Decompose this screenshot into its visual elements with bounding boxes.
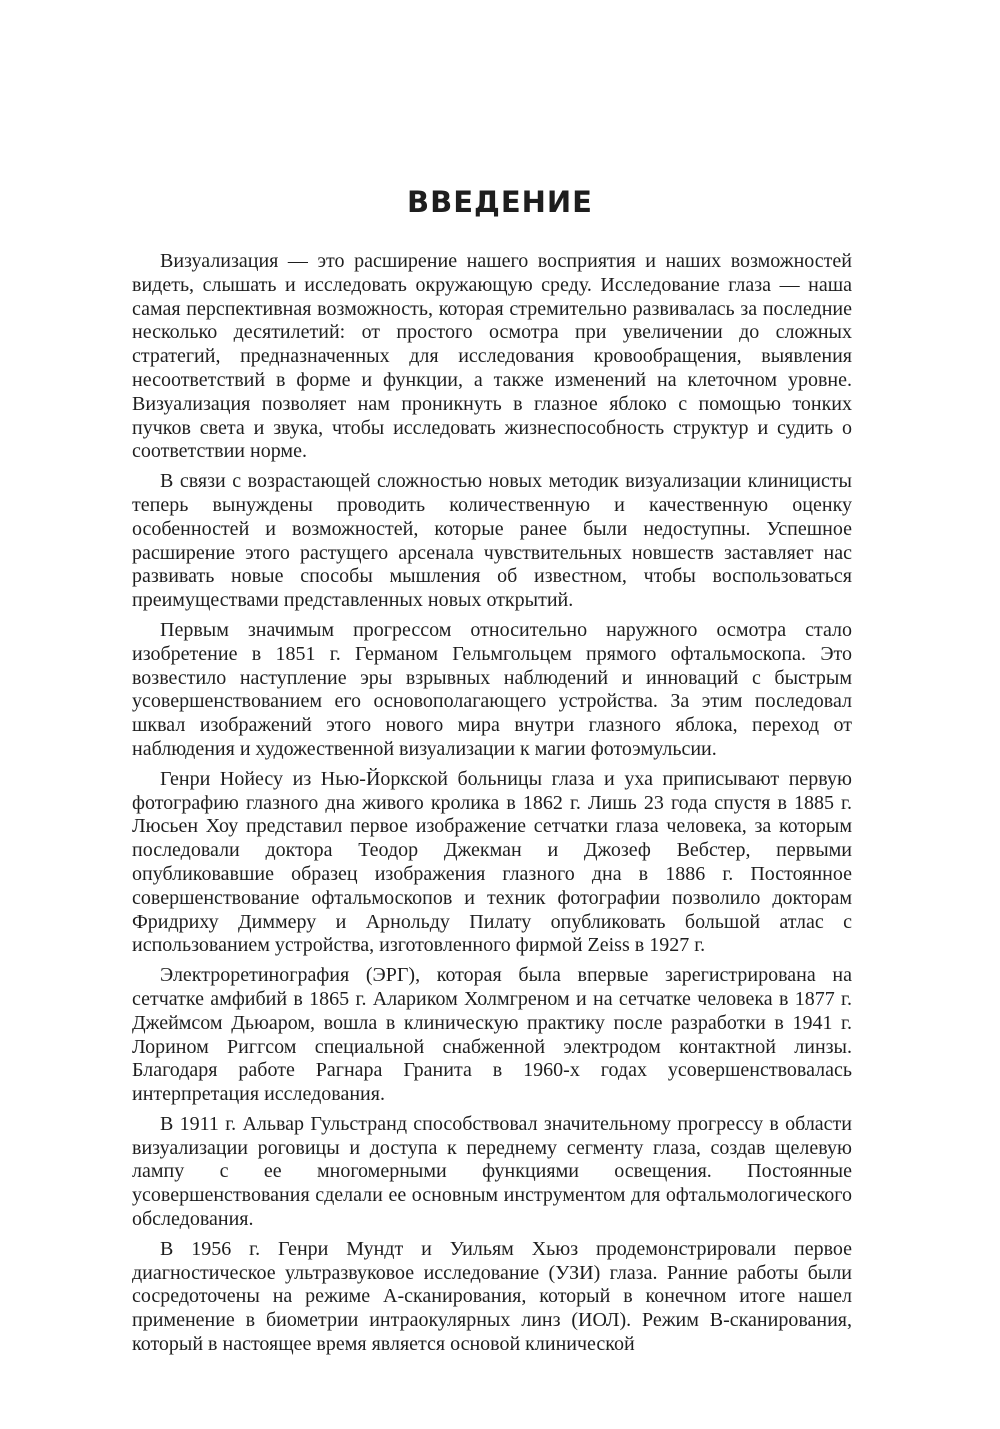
page-title: ВВЕДЕНИЕ [406, 185, 593, 219]
paragraph: Первым значимым прогрессом относительно наружного осмотра стало изобретение в 1851 г. Германом Гельмгольцем прямого офтальмоскопа. Это возвестило наступление эры взрывных наблюдений и инноваций с быстрым усовершенствованием его основополагающего устройства. За этим последовал шквал изображений этого нового мира внутри глазного яблока, переход от наблюдения и художественной визуализации к магии фотоэмульсии. [132, 618, 852, 760]
paragraph: В 1956 г. Генри Мундт и Уильям Хьюз продемонстрировали первое диагностическое ультразвуковое исследование (УЗИ) глаза. Ранние работы были сосредоточены на режиме А-сканирования, который в конечном итоге нашел применение в биометрии интраокулярных линз (ИОЛ). Режим В-сканирования, который в настоящее время является основой клинической [132, 1237, 852, 1356]
paragraph: Визуализация — это расширение нашего восприятия и наших возможностей видеть, слышать и исследовать окружающую среду. Исследование глаза — наша самая перспективная возможность, которая стремительно развивалась за последние несколько десятилетий: от простого осмотра при увеличении до сложных стратегий, предназначенных для исследования кровообращения, выявления несоответствий в форме и функции, а также изменений на клеточном уровне. Визуализация позволяет нам проникнуть в глазное яблоко с помощью тонких пучков света и звука, чтобы исследовать жизнеспособность структур и судить о соответствии норме. [132, 250, 852, 463]
body-text [132, 250, 852, 1363]
paragraph: Электроретинография (ЭРГ), которая была впервые зарегистрирована на сетчатке амфибий в 1865 г. Алариком Холмгреном и на сетчатке человека в 1877 г. Джеймсом Дьюаром, вошла в клиническую практику после разработки в 1941 г. Лорином Риггсом специальной снабженной электродом контактной линзы. Благодаря работе Рагнара Гранита в 1960-х годах усовершенствовалась интерпретация исследования. [132, 964, 852, 1106]
paragraph: Генри Нойесу из Нью-Йоркской больницы глаза и уха приписывают первую фотографию глазного дна живого кролика в 1862 г. Лишь 23 года спустя в 1885 г. Люсьен Хоу представил первое изображение сетчатки глаза человека, за которым последовали доктора Теодор Джекман и Джозеф Вебстер, первыми опубликовавшие образец изображения глазного дна в 1886 г. Постоянное совершенствование офтальмоскопов и техник фотографии позволило докторам Фридриху Диммеру и Арнольду Пилату опубликовать большой атлас с использованием устройства, изготовленного фирмой Zeiss в 1927 г. [132, 767, 852, 957]
paragraph: В 1911 г. Альвар Гульстранд способствовал значительному прогрессу в области визуализации роговицы и доступа к переднему сегменту глаза, создав щелевую лампу с ее многомерными функциями освещения. Постоянные усовершенствования сделали ее основным инструментом для офтальмологического обследования. [132, 1112, 852, 1231]
paragraph: В связи с возрастающей сложностью новых методик визуализации клиницисты теперь вынуждены проводить количественную и качественную оценку особенностей и возможностей, которые ранее были недоступны. Успешное расширение этого растущего арсенала чувствительных новшеств заставляет нас развивать новые способы мышления об известном, чтобы воспользоваться преимуществами представленных новых открытий. [132, 470, 852, 612]
